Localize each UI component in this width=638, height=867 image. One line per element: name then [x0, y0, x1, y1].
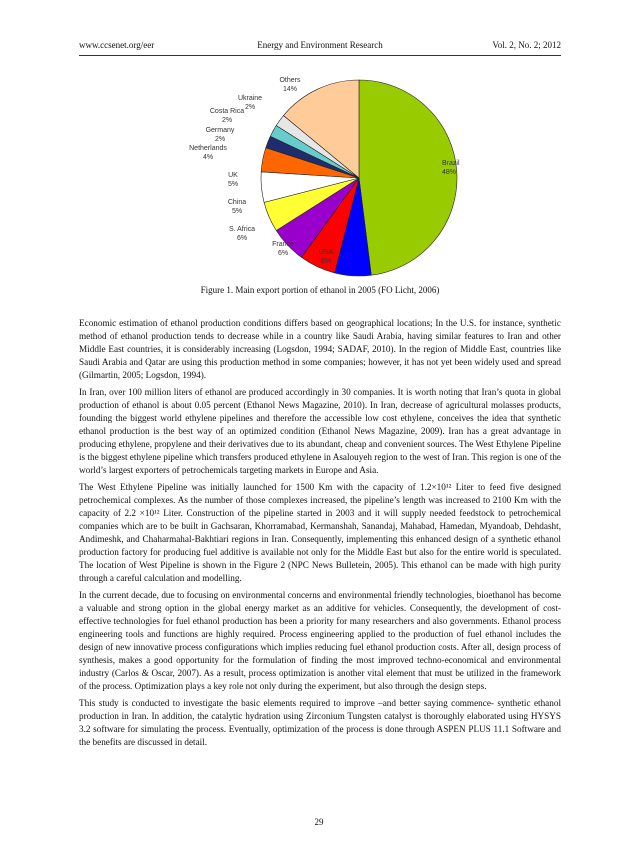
pie-slice-brazil [359, 80, 457, 275]
pie-chart-svg [180, 70, 480, 285]
paragraph: The West Ethylene Pipeline was initially launched for 1500 Km with the capacity of 1.2×10¹² Liter to feed five designed petrochemical complexes. As the number of those complexes increased, the pipeline’s length was increased to 2100 Km with the capacity of 2.2 ×10¹² Liter. Construction of the pipeline started in 2003 and it will supply needed feedstock to petrochemical companies which are to be built in Gachsaran, Khorramabad, Kermanshah, Sanandaj, Mahabad, Hamedan, Myandoab, Dehdasht, Andimeshk, and Chaharmahal-Bakhtiari regions in Iran. Consequently, implementing this enhanced design of a synthetic ethanol production factory for producing fuel additive is available not only for the Middle East but also for the entire world is speculated. The location of West Pipeline is shown in the Figure 2 (NPC News Bulletein, 2005). This ethanol can be made with high purity through a careful calculation and modelling. [79, 482, 561, 583]
slice-label-china: China 5% [227, 199, 247, 215]
slice-label-uk: UK 5% [227, 172, 239, 188]
slice-label-germany: Germany 2% [205, 127, 235, 143]
body-text [79, 317, 561, 753]
paragraph: In the current decade, due to focusing on environmental concerns and environmental friendly technologies, bioethanol has become a valuable and strong option in the global energy market as an additive for vehicles. Consequently, the development of cost-effective technologies for fuel ethanol production has been a priority for many researchers and also governments. Ethanol process engineering tools and functions are highly required. Process engineering applied to the production of fuel ethanol includes the design of new innovative process configurations which implies reducing fuel ethanol production costs. After all, design process of synthesis, makes a good opportunity for the formulation of finding the most improved techno-economical and environmental industry (Carlos & Oscar, 2007). As a result, process optimization is another vital element that must be utilized in the framework of the process. Optimization plays a key role not only during the experiment, but also through the design steps. [79, 590, 561, 691]
pie-chart [180, 70, 480, 285]
slice-label-france: France 6% [272, 241, 294, 257]
paragraph: Economic estimation of ethanol production conditions differs based on geographical locations; In the U.S. for instance, synthetic method of ethanol production tends to decrease while in a country like Saudi Arabia, having similar features to Iran and other Middle East countries, it is considerably increasing (Logsdon, 1994; SADAF, 2010). In the region of Middle East, countries like Saudi Arabia and Qatar are using this production method in some companies; however, it has not yet been widely used and spread (Gilmartin, 2005; Logsdon, 1994). [79, 318, 561, 380]
slice-label-costa-rica: Costa Rica 2% [209, 108, 245, 124]
page-number: 29 [314, 817, 324, 827]
running-header [79, 40, 561, 54]
journal-url: www.ccsenet.org/eer [79, 40, 155, 50]
volume-info: Vol. 2, No. 2; 2012 [492, 40, 561, 50]
header-rule [79, 55, 561, 56]
slice-label-others: Others 14% [279, 77, 301, 93]
slice-label-netherlands: Netherlands 4% [189, 145, 227, 161]
slice-label-usa: USA 6% [318, 249, 334, 265]
slice-label-brazil: Brazil 48% [442, 160, 460, 176]
figure-caption: Figure 1. Main export portion of ethanol in 2005 (FO Licht, 2006) [200, 285, 440, 295]
paragraph: In Iran, over 100 million liters of ethanol are produced accordingly in 30 companies. It is worth noting that Iran’s quota in global production of ethanol is about 0.05 percent (Ethanol News Magazine, 2010). In Iran, decrease of agricultural molasses products, founding the biggest world ethylene pipelines and therefore the accessible low cost ethylene, conceives the idea that synthetic ethanol production is the best way of an optimized condition (Ethanol News Magazine, 2009). Iran has a great advantage in producing ethylene, propylene and their derivatives due to its abundant, cheap and convenient sources. The West Ethylene Pipeline is the biggest ethylene pipeline which transfers produced ethylene in Asalouyeh region to the west of Iran. This region is one of the world’s largest exporters of petrochemicals targeting markets in Europe and Asia. [79, 387, 561, 475]
paragraph: This study is conducted to investigate the basic elements required to improve –and better saying commence- synthetic ethanol production in Iran. In addition, the catalytic hydration using Zirconium Tungsten catalyst is thoroughly elaborated using HYSYS 3.2 software for simulating the process. Eventually, optimization of the process is done through ASPEN PLUS 11.1 Software and the benefits are discussed in detail. [79, 698, 561, 747]
slice-label-s-africa: S. Africa 6% [228, 226, 256, 242]
slice-label-ukraine: Ukraine 2% [237, 95, 263, 111]
journal-title: Energy and Environment Research [257, 40, 383, 50]
